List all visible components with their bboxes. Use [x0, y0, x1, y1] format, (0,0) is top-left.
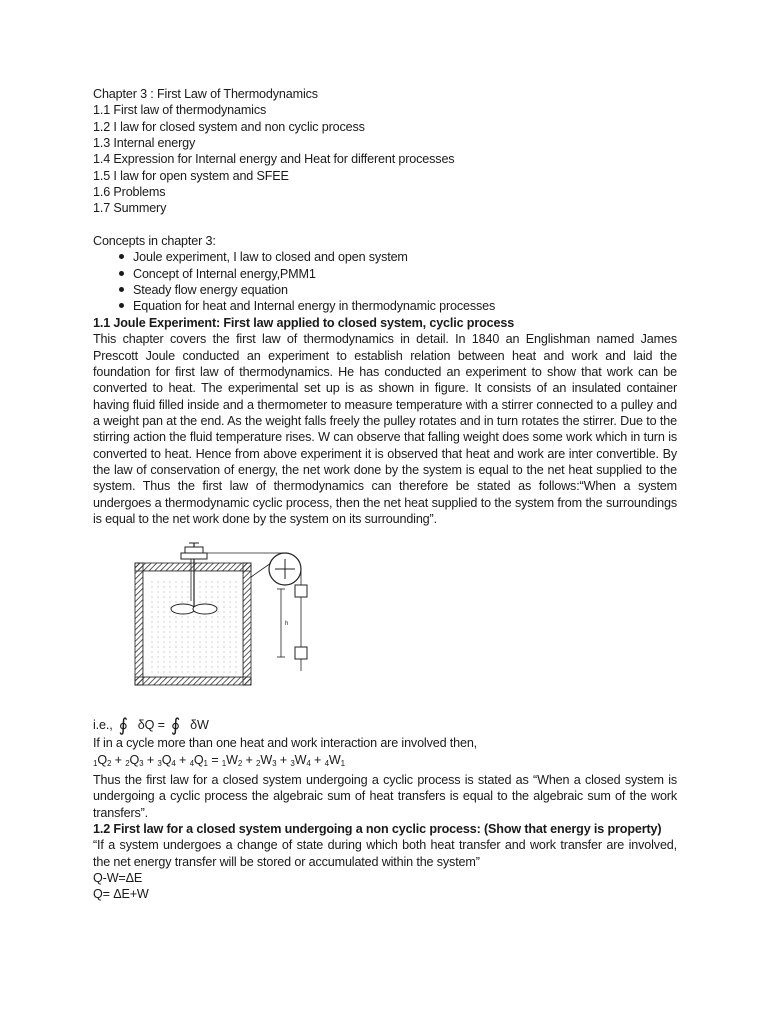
cyclic-integral-equation: [93, 715, 677, 735]
cycle-text: If in a cycle more than one heat and work interaction are involved then,: [93, 736, 478, 751]
table-of-contents: [93, 102, 677, 216]
concepts-heading: Concepts in chapter 3:: [93, 234, 216, 249]
section-1-2-quote: “If a system undergoes a change of state during which both heat transfer and work transfer are involved, the net energy transfer will be stored or accumulated within the system”: [93, 838, 677, 869]
pulley: [251, 553, 301, 585]
cycle-formula: [93, 752, 677, 772]
spacer: [93, 217, 677, 233]
section-1-1-heading: 1.1 Joule Experiment: First law applied to closed system, cyclic process: [93, 315, 515, 330]
insulated-container: [135, 563, 251, 685]
bullet-icon: [119, 303, 124, 308]
concept-text: Concept of Internal energy,PMM1: [133, 266, 316, 281]
concept-item: [93, 282, 677, 298]
section-1-1-paragraph: This chapter covers the first law of thermodynamics in detail. In 1840 an Englishman named James Prescott Joule conducted an experiment to establish relation between heat and work and laid the foundation for first law of thermodynamics. He has conducted an experiment to show that work can be converted to heat. The experimental set up is as shown in figure. It consists of an insulated container having fluid filled inside and a thermometer to measure temperature with a stirrer connected to a pulley and a weight pan at the end. As the weight falls freely the pulley rotates and in turn rotates the stirrer. Due to the stirring action the fluid temperature rises. W can observe that falling weight does some work which in turn is converted to heat. Hence from above experiment it is observed that heat and work are inter convertible. By the law of conservation of energy, the net work done by the system is equal to the net heat supplied to the system. Thus the first law of thermodynamics can therefore be stated as follows:“When a system undergoes a thermodynamic cyclic process, then the net heat supplied to the system from the surroundings is equal to the net work done by the system on its surrounding”.: [93, 332, 677, 526]
cyclic-integral-icon: ∮: [170, 715, 181, 737]
cyclic-integral-icon: ∮: [118, 715, 128, 737]
toc-item: 1.1 First law of thermodynamics: [93, 103, 267, 118]
concept-item: [93, 266, 677, 282]
concept-text: Joule experiment, I law to closed and open system: [133, 250, 408, 265]
height-label: h: [285, 621, 289, 628]
concept-text: Steady flow energy equation: [133, 283, 288, 298]
joule-experiment-figure: [93, 541, 677, 701]
weight-final: [295, 647, 307, 659]
height-marker: [277, 589, 285, 657]
equation-1: Q-W=ΔE: [93, 871, 143, 886]
integral-prefix: i.e.,: [93, 718, 113, 733]
concept-item: [93, 298, 677, 314]
toc-item: 1.7 Summery: [93, 201, 167, 216]
integral-lhs: δQ =: [137, 718, 165, 733]
bullet-icon: [119, 271, 124, 276]
section-1-2-heading: 1.2 First law for a closed system undergoing a non cyclic process: (Show that energy is property): [93, 822, 662, 836]
document-page: [93, 86, 677, 903]
bullet-icon: [119, 254, 124, 259]
joule-apparatus-diagram: [133, 541, 333, 701]
toc-item: 1.4 Expression for Internal energy and Heat for different processes: [93, 152, 455, 167]
toc-item: 1.2 I law for closed system and non cyclic process: [93, 119, 365, 134]
toc-item: 1.5 I law for open system and SFEE: [93, 168, 289, 183]
toc-item: 1.6 Problems: [93, 185, 166, 200]
concept-item: [93, 249, 677, 265]
concepts-list: [93, 249, 677, 314]
integral-rhs: δW: [190, 718, 209, 733]
concept-text: Equation for heat and Internal energy in thermodynamic processes: [133, 299, 496, 314]
weight-initial: [295, 585, 307, 597]
first-law-statement: Thus the first law for a closed system undergoing a cyclic process is stated as “When a closed system is undergoing a cyclic process the algebraic sum of heat transfers is equal to the algebraic sum of the work transfers”.: [93, 772, 677, 820]
chapter-title: Chapter 3 : First Law of Thermodynamics: [93, 87, 318, 101]
bullet-icon: [119, 287, 124, 292]
equation-2: Q= ΔE+W: [93, 887, 149, 902]
toc-item: 1.3 Internal energy: [93, 136, 196, 151]
cycle-formula-text: $_1Q_2 + _2Q_3 + _3Q_4 + _4Q_1 = _1W_2 + _2W_3 + _3W_4 + _4W_1$: [93, 752, 345, 768]
